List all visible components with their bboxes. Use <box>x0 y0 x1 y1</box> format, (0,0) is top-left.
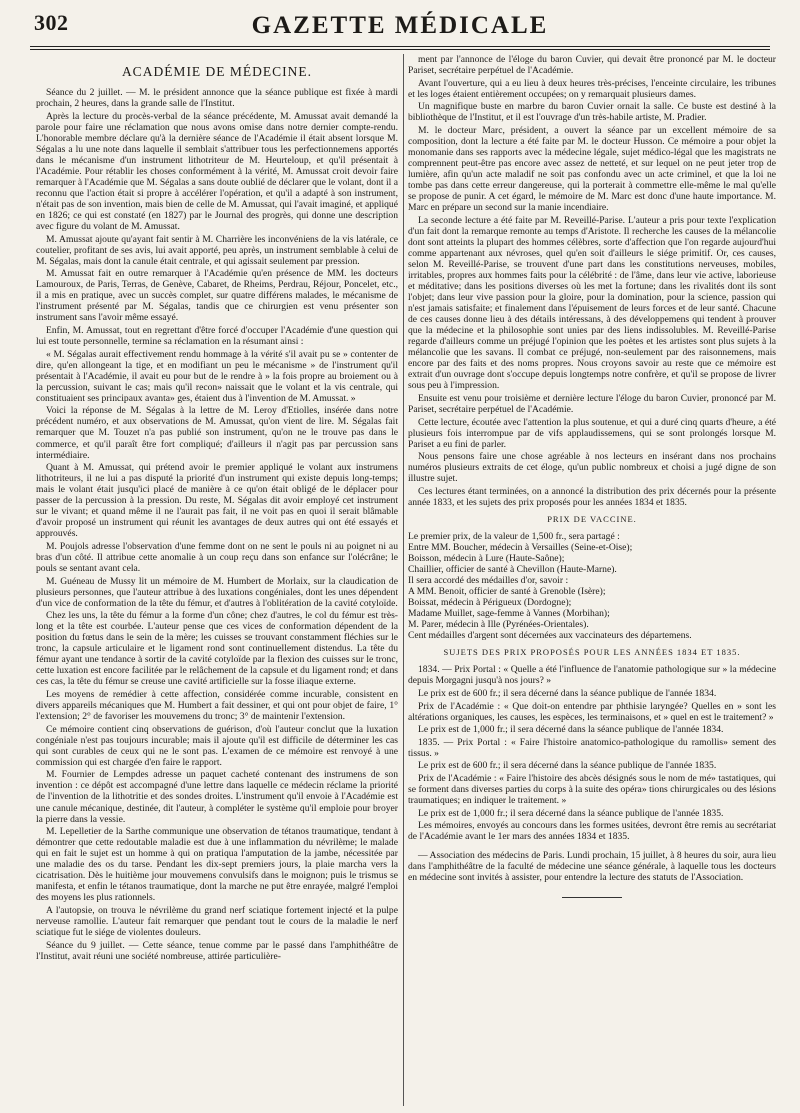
paragraph: M. Lepelletier de la Sarthe communique une observation de tétanos traumatique, tendant à démontrer que cette redoutable maladie est due à une inflammation du névrilème; le malade qui en fait le sujet est un homme à qui on pratiqua l'amputation de la jambe, nécessitée par une maladie des os du tarse. Pendant les dix-sept premiers jours, la plaie marcha vers la cicatrisation. Dès le huitième jour mouvemens convulsifs dans le moignon; puis le trismus se manifesta, et enfin le tétanos traumatique, dont la marche ne put être enrayée, malgré l'emploi des moyens les plus rationnels. <box>36 826 398 904</box>
paragraph: Nous pensons faire une chose agréable à nos lecteurs en insérant dans nos prochains numéros plusieurs extraits de cet éloge, qu'un public nombreux et choisi a jugé digne de son illustre sujet. <box>408 451 776 485</box>
prize-line: Cent médailles d'argent sont décernées aux vaccinateurs des départemens. <box>408 630 692 642</box>
prize-line: Il sera accordé des médailles d'or, savoir : <box>408 575 569 587</box>
prize-list <box>408 531 776 641</box>
prize-line: Chaillier, officier de santé à Chevillon (Haute-Marne). <box>408 564 617 576</box>
paragraph: Séance du 9 juillet. — Cette séance, tenue comme par le passé dans l'amphithéâtre de l'Institut, avait réuni une société nombreuse, attirée particulière- <box>36 939 398 962</box>
paragraph: Enfin, M. Amussat, tout en regrettant d'être forcé d'occuper l'Académie d'une question qui lui est toute personnelle, termine sa réclamation en la résumant ainsi : <box>36 325 398 348</box>
prize-subject: Prix de l'Académie : « Que doit-on entendre par phthisie laryngée? Quelles en » sont les altérations organiques, les causes, les espèces, les terminaisons, et » quel en est le traitement? » <box>408 700 776 723</box>
paragraph: Quant à M. Amussat, qui prétend avoir le premier appliqué le volant aux instrumens lithotriteurs, il ne lui a pas disputé la priorité d'un instrument qui existe depuis long-temps; mais le volant était jusqu'ici placé de manière à ce qu'on était obligé de le déplacer pour passer de la percussion à la pression. Du reste, M. Ségalas dit avoir employé cet instrument sur le vivant; et quand même il ne l'aurait pas fait, il ne voit pas en quoi il serait blâmable d'avoir proposé un instrument qui réunit les avantages de deux autres qui ont été essayés et approuvés. <box>36 462 398 540</box>
paragraph: ment par l'annonce de l'éloge du baron Cuvier, qui devait être prononcé par M. le docteur Pariset, secrétaire perpétuel de l'Académie. <box>408 54 776 77</box>
paragraph: Ce mémoire contient cinq observations de guérison, d'où l'auteur conclut que la luxation congéniale n'est pas toujours incurable; mais il ajoute qu'il est difficile de déterminer les cas qui sont curables de ceux qui ne le sont pas. L'examen de ce mémoire est renvoyé à une commission qui est chargée d'en faire le rapport. <box>36 723 398 768</box>
paragraph: A l'autopsie, on trouva le névrilème du grand nerf sciatique fortement injecté et la pulpe nerveuse ramollie. L'auteur fait remarquer que pendant tout le cours de la maladie le nerf sciatique fut le siége de violentes douleurs. <box>36 904 398 939</box>
paragraph: Cette lecture, écoutée avec l'attention la plus soutenue, et qui a duré cinq quarts d'heure, a été plusieurs fois interrompue par de vifs applaudissemens, qui se sont prolongés lorsque M. Pariset a eu fini de parler. <box>408 416 776 450</box>
paragraph: Ensuite est venu pour troisième et dernière lecture l'éloge du baron Cuvier, prononcé par M. Pariset, secrétaire perpétuel de l'Académie. <box>408 392 776 415</box>
paragraph: Ces lectures étant terminées, on a annoncé la distribution des prix décernés pour la présente année 1833, et les sujets des prix proposés pour les années 1834 et 1835. <box>408 485 776 508</box>
paragraph: M. le docteur Marc, président, a ouvert la séance par un excellent mémoire de sa composition, dont la lecture a été faite par M. le docteur Husson. Ce mémoire a pour objet la monomanie dans ses rapports avec la médecine légale, sujet médico-légal que les magistrats ne comprennent peut-être pas encore avec assez de netteté, et sur lequel on ne peut jeter trop de lumière, afin qu'un acte maladif ne soit pas confondu avec un acte criminel, et que la loi ne tombe pas dans cette erreur dangereuse, qui la porterait à commettre elle-même le mal qu'elle se propose de punir. A cet égard, le mémoire de M. Marc est donc d'une haute importance. M. Marc en prépare un second sur la manie incendiaire. <box>408 124 776 214</box>
left-column <box>36 54 398 1106</box>
paragraph: M. Fournier de Lempdes adresse un paquet cacheté contenant des instrumens de son invention : ce dépôt est accompagné d'une lettre dans laquelle ce médecin réclame la priorité de l'invention de la lithotritie et des sondes droites. L'instrument qu'il envoie à l'Académie est une canule mécanique, destinée, dit l'auteur, à compléter le système qu'il emploie pour broyer la pierre dans la vessie. <box>36 769 398 825</box>
prize-line: Boissat, médecin à Périgueux (Dordogne); <box>408 597 572 609</box>
paragraph: M. Poujols adresse l'observation d'une femme dont on ne sent le pouls ni au poignet ni au bras d'un côté. Il attribue cette anomalie à un coup reçu dans son enfance sur l'olécrâne; le pouls se sentant avant cela. <box>36 540 398 575</box>
prize-line: Entre MM. Boucher, médecin à Versailles (Seine-et-Oise); <box>408 541 633 553</box>
paragraph: Un magnifique buste en marbre du baron Cuvier ornait la salle. Ce buste est destiné à la bibliothèque de l'Institut, et il est l'ouvrage d'un très-habile artiste, M. Pradier. <box>408 101 776 124</box>
prize-line: A MM. Benoit, officier de santé à Grenoble (Isère); <box>408 586 606 598</box>
masthead-title: GAZETTE MÉDICALE <box>251 12 549 39</box>
paragraph: Avant l'ouverture, qui a eu lieu à deux heures très-précises, l'enceinte circulaire, les tribunes et les loges étaient entièrement occupées; on y remarquait plusieurs dames. <box>408 77 776 100</box>
section-title: ACADÉMIE DE MÉDECINE. <box>121 64 313 79</box>
paragraph: Chez les uns, la tête du fémur a la forme d'un cône; chez d'autres, le col du fémur est très-long et la tête est courbée. L'auteur pense que ces vices de conformation dépendent de la position du fœtus dans le sein de la mère; les cuisses se trouvant constamment fléchies sur le tronc, la capsule articulaire et le ligament rond sont continuellement distendus. La tête du fémur ayant une tendance à sortir de la cavité cotyloïde par la flexion des cuisses sur le tronc, cette luxation est encore facilitée par le relâchement de la capsule et du ligament rond; et dans ces cas, la tête du fémur se creuse une cavité artificielle sur la fosse iliaque externe. <box>36 610 398 688</box>
prize-line: Boisson, médecin à Lure (Haute-Saône); <box>408 553 565 565</box>
paragraph: M. Amussat ajoute qu'ayant fait sentir à M. Charrière les inconvéniens de la vis latérale, ce coutelier, profitant de ses avis, lui avait apporté, peu après, un instrument semblable à celui de M. Ségalas, mais dont la canule était centrale, et qui agissait seulement par pression. <box>36 233 398 267</box>
paragraph: M. Amussat fait en outre remarquer à l'Académie qu'en présence de MM. les docteurs Lamouroux, de Paris, Terras, de Genève, Cabaret, de Rheims, Perdrau, Réjour, Poncelet, etc., il a mis en pratique, avec un succès complet, sur quatre différens malades, le mécanisme de l'instrument présenté par M. Ségalas, tandis que ce chirurgien est venu présenter son instrument sans l'avoir même essayé. <box>36 268 398 324</box>
paragraph: Après la lecture du procès-verbal de la séance précédente, M. Amussat avait demandé la parole pour faire une réclamation que nous avons omise dans notre dernier compte-rendu. L'honorable membre déclare qu'à la dernière séance de l'Académie il était absent lorsque M. Ségalas a lu une note dans laquelle il semblait s'attribuer tous les perfectionnemens apportés dans le mécanisme d'un instrument lithotriteur de M. Heurteloup, et qu'il présentait à l'Académie. Pour rétablir les choses conformément à la vérité, M. Amussat croit devoir faire remarquer à l'Académie que M. Ségalas a sans doute oublié de déclarer que le volant, dont il a reconnu que l'action était si propre à accélérer l'opération, et qu'il a adapté à son instrument, n'était pas de son invention, mais bien de celle de M. Amussat, qui l'avait imaginé, et appliqué en 1826; ce qui est constaté (en 1827) par le Journal des progrès, qui donne une description avec figure du volant de M. Amussat. <box>36 110 398 233</box>
prize-subject: 1834. — Prix Portal : « Quelle a été l'influence de l'anatomie pathologique sur » la médecine depuis Morgagni jusqu'à nos jours? » <box>408 664 776 687</box>
end-rule <box>562 897 622 898</box>
right-column <box>408 54 776 1106</box>
prize-subject: Prix de l'Académie : « Faire l'histoire des abcès désignés sous le nom de mé» tastatiques, qui se forment dans diverses parties du corps à la suite des opéra» tions chirurgicales ou des lésions traumatiques; en indiquer le traitement. » <box>408 772 776 806</box>
prize-subject: Les mémoires, envoyés au concours dans les formes usitées, devront être remis au secrétariat de l'Académie avant le 1er mars des années 1834 et 1835. <box>408 820 776 843</box>
association-notice: — Association des médecins de Paris. Lundi prochain, 15 juillet, à 8 heures du soir, aura lieu dans l'amphithéâtre de la faculté de médecine une séance générale, à laquelle tous les docteurs en médecine sont invités à assister, pour entendre la lecture des statuts de l'Association. <box>408 849 776 883</box>
subjects-list <box>408 664 776 842</box>
header-rule <box>30 46 770 50</box>
prize-subject: Le prix est de 600 fr.; il sera décerné dans la séance publique de l'année 1835. <box>418 760 717 772</box>
prize-line: M. Parer, médecin à Ille (Pyrénées-Orientales). <box>408 619 589 631</box>
page-number: 302 <box>34 10 69 35</box>
paragraph: Voici la réponse de M. Ségalas à la lettre de M. Leroy d'Etiolles, insérée dans notre précédent numéro, et aux observations de M. Amussat, qu'on vient de lire. M. Ségalas fait remarquer que M. Touzet n'a pas publié son instrument, qu'on ne le trouve pas dans le commerce, et qu'il paraît être fort compliqué; d'ailleurs il n'agit pas par percussion sans intermédiaire. <box>36 405 398 461</box>
column-divider <box>403 54 404 1106</box>
paragraph: Séance du 2 juillet. — M. le président annonce que la séance publique est fixée à mardi prochain, 2 heures, dans la grande salle de l'Institut. <box>36 87 398 110</box>
paragraph: La seconde lecture a été faite par M. Reveillé-Parise. L'auteur a pris pour texte l'explication d'un fait dont la remarque remonte au temps d'Aristote. Il recherche les causes de la mélancolie dont sont atteints la plupart des hommes célèbres, sorte d'affection que l'on regarde aujourd'hui comme appartenant aux névroses, quel qu'en soit d'ailleurs le siége primitif. Or, ces causes, selon M. Reveillé-Parise, se trouvent d'une part dans les constitutions nerveuses, mobiles, irritables, propres aux hommes faits pour la célébrité : de l'âme, dans leur vie active, laborieuse et méditative; dans les positions diverses où les met la fortune; dans les rivalités dont ils sont l'objet; dans leur vive passion pour la gloire, pour la domination, pour la science, passion qui n'est jamais satisfaite; et finalement dans l'épuisement de leurs forces et de leur santé. Chacune de ces causes donne lieu à des détails intéressans, à des développemens qui tendent à prouver que la médecine et la philosophie sont unies par des liens indissolubles. M. Reveillé-Parise regarde d'ailleurs comme un préjugé l'opinion que les poètes et les artistes sont plus sujets à la mélancolie que les savans. Il combat ce préjugé, non-seulement par des raisonnemens, mais encore par des faits et des noms propres. Nous croyons savoir au reste que ce mémoire est extrait d'un ouvrage dont s'occupe depuis longtemps notre confrère, et qu'il se propose de livrer sous peu à l'impression. <box>408 214 776 392</box>
prize-subject: Le prix est de 1,000 fr.; il sera décerné dans la séance publique de l'année 1835. <box>418 807 724 819</box>
paragraph: M. Guéneau de Mussy lit un mémoire de M. Humbert de Morlaix, sur la claudication de plusieurs personnes, que l'auteur attribue à des luxations congéniales, dont les unes dépendent d'un vice de conformation de la tête du fémur, et d'autres à l'oblitération de la cavité cotyloïde. <box>36 575 398 609</box>
right-paragraphs <box>408 54 776 508</box>
paragraph: « M. Ségalas aurait effectivement rendu hommage à la vérité s'il avait pu se » contenter de dire, qu'en allongeant la tige, et en modifiant un peu le mécanisme » de l'instrument qu'il présentait à l'Académie, il avait eu pour but de le rendre à » la fois propre au broiement ou à la percussion, suivant le cas; mais qu'il recon» naissait que le volant et la vis centrale, qui constituaient ses principaux avanta» ges, étaient dus à l'invention de M. Amussat. » <box>36 348 398 404</box>
prize-subject: 1835. — Prix Portal : « Faire l'histoire anatomico-pathologique du ramollis» sement des tissus. » <box>408 736 776 759</box>
prize-line: Madame Muillet, sage-femme à Vannes (Morbihan); <box>408 608 610 620</box>
left-paragraphs <box>36 87 398 962</box>
paragraph: Les moyens de remédier à cette affection, considérée comme incurable, consistent en divers appareils mécaniques que M. Humbert a fait dessiner, et qui ont pour objet de faire, 1° l'extension; 2° de favoriser les mouvemens du tronc; 3° de maintenir l'extension. <box>36 689 398 723</box>
prize-subject: Le prix est de 1,000 fr.; il sera décerné dans la séance publique de l'année 1834. <box>418 724 724 736</box>
prize-subject: Le prix est de 600 fr.; il sera décerné dans la séance publique de l'année 1834. <box>418 688 717 700</box>
prize-line: Le premier prix, de la valeur de 1,500 fr., sera partagé : <box>408 530 620 542</box>
subjects-title: SUJETS DES PRIX PROPOSÉS POUR LES ANNÉES 1834 ET 1835. <box>443 647 741 658</box>
prize-title: PRIX DE VACCINE. <box>547 513 637 524</box>
